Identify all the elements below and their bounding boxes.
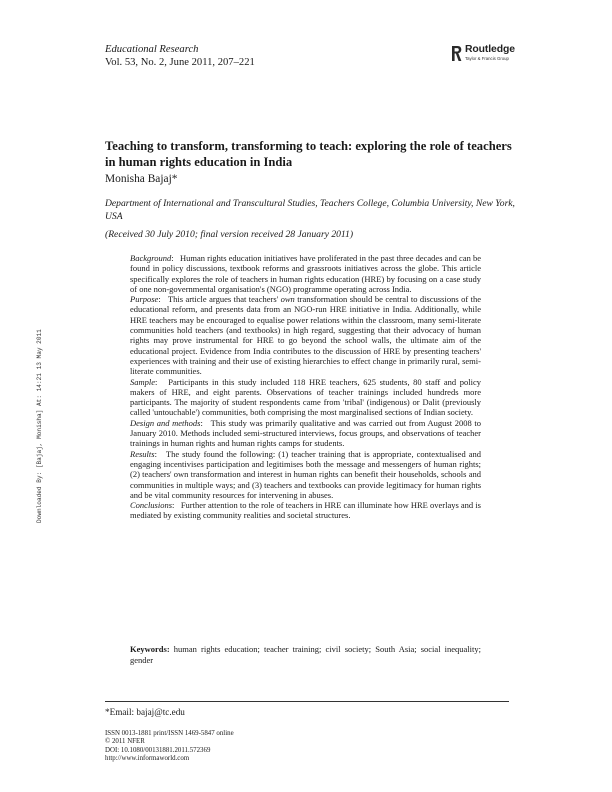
purpose-emphasis: own	[280, 294, 295, 305]
footnote-rule	[105, 701, 509, 702]
results-label: Results	[130, 448, 155, 459]
abstract-sample: Sample: Participants in this study included 118 HRE teachers, 625 students, 80 staff and policy makers of HRE, and eight parents. Observations of teacher trainings included hundreds more participants. The majority of student respondents came from 'tribal' (indigenous) or Dalit (previously called 'untouchable') communities, both comprising the most marginalised sections of Indian society.	[130, 376, 481, 418]
copyright: © 2011 NFER	[105, 738, 145, 746]
journal-volume: Vol. 53, No. 2, June 2011, 207–221	[105, 57, 255, 68]
abstract	[130, 253, 481, 521]
publisher-subtitle: Taylor & Francis Group	[465, 56, 509, 61]
results-text: The study found the following: (1) teacher training that is appropriate, contextualised and engaging incentivises participation and legitimises both the message and messengers of human rights; (2) teachers' own transformation and interest in human rights can benefit their households, schools and communities in multiple ways; and (3) teachers and textbooks can provide legitimacy for human rights and be vital community resources for intervening in abuses.	[130, 448, 481, 500]
purpose-text-b: transformation should be central to discussions of the educational reform, and presents data from an NGO-run HRE initiative in India. Additionally, while HRE teachers may be encouraged to equalise power relations within the classroom, many semi-literate communities hold teachers (and textbooks) in high regard, suggesting that their advocacy of human rights may prove instrumental for HRE to go beyond the school walls, the ultimate aim of the educational project. Evidence from India contributes to the discussion of HRE by presenting teachers' experiences with training and their use of existing hierarchies to effect change in primarily rural, semi-literate communities.	[130, 294, 482, 377]
abstract-conclusions: Conclusions: Further attention to the role of teachers in HRE can illuminate how HRE overlays and is mediated by existing community realities and societal structures.	[130, 500, 481, 521]
publisher-url[interactable]: http://www.informaworld.com	[105, 755, 190, 763]
sample-text: Participants in this study included 118 HRE teachers, 625 students, 80 staff and policy makers of HRE, and eight parents. Observations of teacher trainings included hundreds more participants. The majority of student respondents came from 'tribal' (indigenous) or Dalit (previously called 'untouchable') communities, both comprising the most marginalised sections of Indian society.	[130, 376, 481, 418]
issn: ISSN 0013-1881 print/ISSN 1469-5847 online	[105, 730, 234, 737]
routledge-logo-icon	[451, 45, 462, 62]
received-dates-text: (Received 30 July 2010; final version received 28 January 2011)	[105, 229, 354, 240]
download-note: Downloaded By: [Bajaj, Monisha] At: 14:21 13 May 2011	[36, 329, 43, 523]
keywords	[130, 644, 481, 665]
keywords-label: Keywords:	[130, 644, 170, 654]
abstract-design: Design and methods: This study was primarily qualitative and was carried out from August 2008 to January 2010. Methods included semi-structured interviews, focus groups, and observations of teacher trainings in human rights and human rights camps for students.	[130, 417, 481, 449]
article-title: Teaching to transform, transforming to teach: exploring the role of teachers in human rights education in India	[105, 139, 512, 169]
abstract-results: Results: The study found the following: (1) teacher training that is appropriate, contextualised and engaging incentivises participation and legitimises both the message and messengers of human rights; (2) teachers' own transformation and interest in human rights can benefit their households, schools and communities in multiple ways; and (3) teachers and textbooks can provide legitimacy for human rights and be vital community resources for intervening in abuses.	[130, 448, 481, 500]
conclusions-label: Conclusions	[130, 500, 173, 511]
article-author: Monisha Bajaj*	[105, 173, 178, 185]
publisher-logo	[451, 44, 521, 66]
journal-name: Educational Research	[105, 44, 199, 55]
conclusions-text: Further attention to the role of teachers in HRE can illuminate how HRE overlays and is mediated by existing community realities and societal structures.	[130, 500, 481, 521]
received-dates	[105, 229, 353, 240]
journal-header	[105, 43, 255, 69]
publisher-name: Routledge	[465, 44, 515, 55]
abstract-background: Background: Human rights education initiatives have proliferated in the past three decades and can be found in policy discussions, textbook reforms and grassroots initiatives across the globe. This article specifically explores the role of teachers in human rights education (HRE) by focusing on a case study of one non-governmental organisation's (NGO) programme operating across India.	[130, 253, 481, 294]
author-affiliation: Department of International and Transcultural Studies, Teachers College, Columbia University, New York, USA	[105, 198, 515, 222]
abstract-purpose: Purpose: This article argues that teachers' own transformation should be central to discussions of the educational reform, and presents data from an NGO-run HRE initiative in India. Additionally, while HRE teachers may be encouraged to equalise power relations within the classroom, many semi-literate communities hold teachers (and textbooks) in high regard, suggesting that their advocacy of human rights may prove instrumental for HRE to go beyond the school walls, the ultimate aim of the educational project. Evidence from India contributes to the discussion of HRE by presenting teachers' experiences with training and their use of existing hierarchies to effect change in primarily rural, semi-literate communities.	[130, 294, 482, 377]
sample-label: Sample	[130, 376, 156, 387]
design-label: Design and methods	[130, 417, 201, 428]
author-email-footnote: *Email: bajaj@tc.edu	[105, 707, 185, 717]
keywords-text: human rights education; teacher training; civil society; South Asia; social inequality; gender	[130, 644, 482, 665]
purpose-label: Purpose	[130, 294, 159, 305]
background-label: Background	[130, 253, 172, 263]
design-text: This study was primarily qualitative and was carried out from August 2008 to January 2010. Methods included semi-structured interviews, focus groups, and observations of teacher trainings in human rights and human rights camps for students.	[130, 417, 481, 449]
purpose-text-a: This article argues that teachers'	[167, 294, 279, 305]
publication-meta	[105, 730, 234, 764]
background-text: Human rights education initiatives have proliferated in the past three decades and can be found in policy discussions, textbook reforms and grassroots initiatives across the globe. This article specifically explores the role of teachers in human rights education (HRE) by focusing on a case study of one non-governmental organisation's (NGO) programme operating across India.	[130, 253, 481, 294]
doi: DOI: 10.1080/00131881.2011.572369	[105, 746, 211, 754]
